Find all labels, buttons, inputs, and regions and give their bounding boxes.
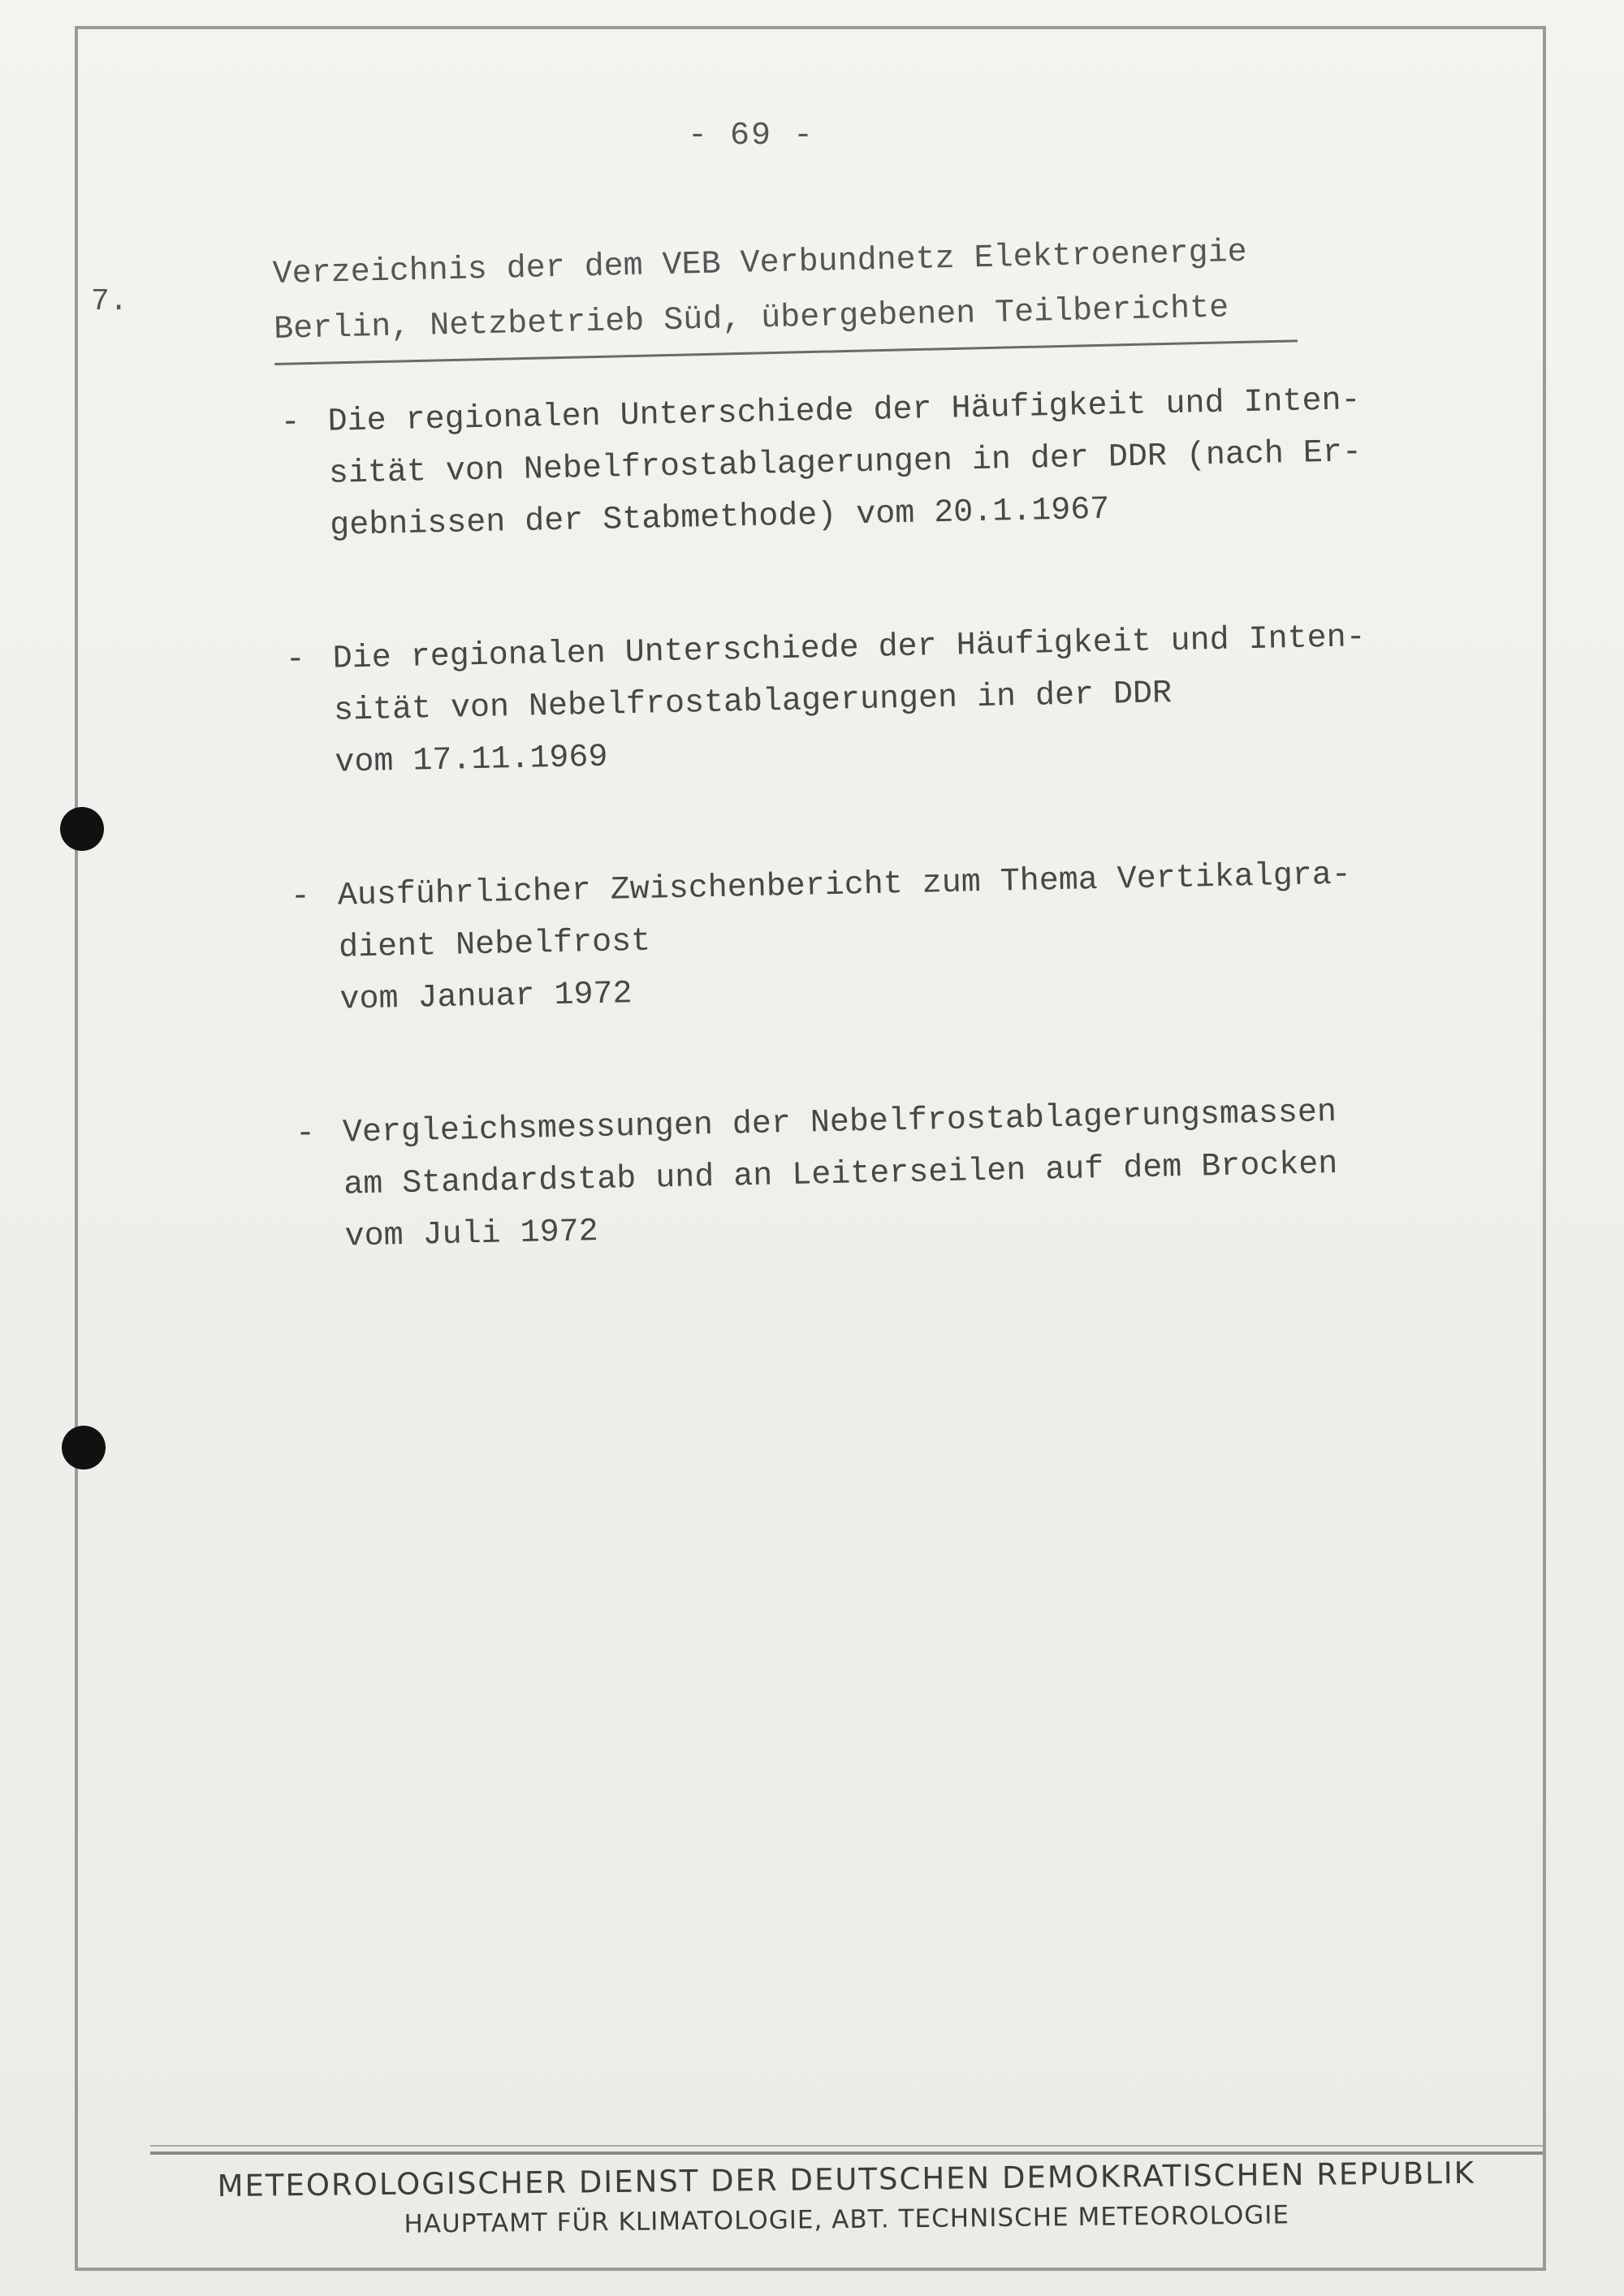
report-text-line: vom Januar 1972 xyxy=(339,976,633,1019)
report-text-line: Die regionalen Unterschiede der Häufigkeit und Inten- xyxy=(327,382,1362,441)
report-text-line: Vergleichsmessungen der Nebelfrostablagerungsmassen xyxy=(342,1094,1337,1152)
report-text-line: vom 17.11.1969 xyxy=(334,739,608,782)
footer-department-name: HAUPTAMT FÜR KLIMATOLOGIE, ABT. TECHNISCHE METEOROLOGIE xyxy=(404,2200,1290,2239)
bullet-dash: - xyxy=(280,404,301,442)
report-text-line: sität von Nebelfrostablagerungen in der DDR xyxy=(333,675,1173,730)
punch-hole-lower xyxy=(62,1426,106,1470)
list-item xyxy=(290,848,1430,1028)
section-number: 7. xyxy=(91,284,128,319)
bullet-dash: - xyxy=(290,878,311,916)
institution-footer xyxy=(150,2152,1544,2246)
report-text-line: sität von Nebelfrostablagerungen in der DDR (nach Er- xyxy=(328,434,1363,493)
report-text-line: gebnissen der Stabmethode) vom 20.1.1967 xyxy=(329,491,1110,545)
heading-line: Verzeichnis der dem VEB Verbundnetz Elektroenergie xyxy=(272,234,1248,293)
list-item xyxy=(285,611,1425,791)
section-heading xyxy=(272,224,1298,365)
bullet-dash: - xyxy=(295,1116,316,1153)
footer-institution-name: METEOROLOGISCHER DIENST DER DEUTSCHEN DEMOKRATISCHEN REPUBLIK xyxy=(217,2155,1476,2204)
list-item xyxy=(295,1085,1435,1264)
report-text-line: am Standardstab und an Leiterseilen auf dem Brocken xyxy=(343,1146,1338,1204)
heading-line: Berlin, Netzbetrieb Süd, übergebenen Teilberichte xyxy=(273,290,1229,348)
bullet-dash: - xyxy=(285,641,306,679)
list-item xyxy=(280,374,1420,554)
footer-divider-thin xyxy=(150,2145,1543,2147)
report-text-line: Die regionalen Unterschiede der Häufigkeit und Inten- xyxy=(332,619,1367,678)
report-text-line: vom Juli 1972 xyxy=(344,1214,599,1256)
punch-hole-upper xyxy=(60,807,104,851)
page-number: - 69 - xyxy=(687,118,815,154)
report-list xyxy=(280,374,1436,1346)
report-text-line: Ausführlicher Zwischenbericht zum Thema Vertikalgra- xyxy=(337,857,1352,915)
report-text-line: dient Nebelfrost xyxy=(338,923,651,967)
